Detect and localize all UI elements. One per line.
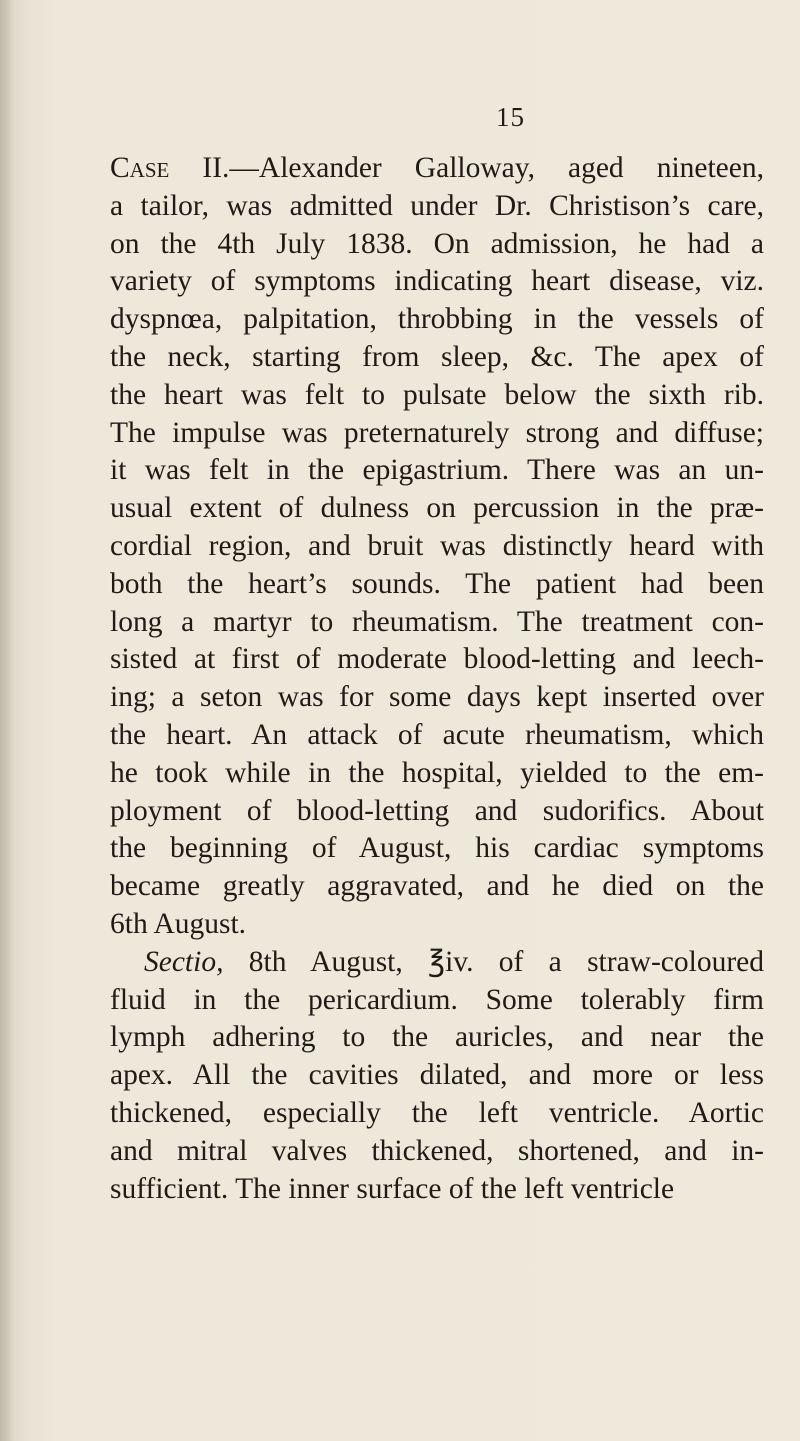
page-number: 15 xyxy=(496,102,525,132)
line-text: 8th August, ℥iv. of a straw-coloured xyxy=(223,945,764,978)
text-line: the heart. An attack of acute rheumatism, which xyxy=(110,718,764,751)
text-line: sufficient. The inner surface of the left ventricle xyxy=(110,1172,675,1205)
text-line: dyspnœa, palpitation, throbbing in the vessels of xyxy=(110,303,764,336)
case-heading: Case II. xyxy=(110,152,230,184)
text-line: became greatly aggravated, and he died on the xyxy=(110,870,764,903)
line-text: —Alexander Galloway, aged nineteen, xyxy=(229,152,764,184)
text-line: thickened, especially the left ventricle. Aortic xyxy=(110,1096,764,1129)
text-line: ployment of blood-letting and sudorifics. About xyxy=(110,794,764,827)
text-line: he took while in the hospital, yielded to the em- xyxy=(110,756,764,789)
body-text xyxy=(110,150,764,1208)
text-line: cordial region, and bruit was distinctly heard with xyxy=(110,529,764,562)
text-line: lymph adhering to the auricles, and near the xyxy=(110,1021,764,1054)
text-line: usual extent of dulness on percussion in the præ- xyxy=(110,492,764,525)
text-line: 6th August. xyxy=(110,907,247,940)
text-line: apex. All the cavities dilated, and more or less xyxy=(110,1059,764,1092)
text-line: and mitral valves thickened, shortened, and in- xyxy=(110,1134,764,1167)
text-line: on the 4th July 1838. On admission, he had a xyxy=(110,227,764,260)
text-line: long a martyr to rheumatism. The treatment con- xyxy=(110,605,764,638)
text-line xyxy=(110,944,764,982)
text-line: the beginning of August, his cardiac symptoms xyxy=(110,832,764,865)
text-line: the heart was felt to pulsate below the sixth rib. xyxy=(110,378,764,411)
text-line: variety of symptoms indicating heart disease, viz. xyxy=(110,265,764,298)
text-line: sisted at first of moderate blood-letting and leech- xyxy=(110,643,764,676)
text-line: the neck, starting from sleep, &c. The apex of xyxy=(110,340,764,373)
text-line: The impulse was preternaturely strong and diffuse; xyxy=(110,416,764,449)
text-line: it was felt in the epigastrium. There was an un- xyxy=(110,454,764,487)
sectio-heading: Sectio, xyxy=(144,945,224,978)
paragraph-sectio xyxy=(110,944,764,1209)
paragraph-case-history xyxy=(110,150,764,944)
text-line: both the heart’s sounds. The patient had been xyxy=(110,567,764,600)
text-line: ing; a seton was for some days kept inserted over xyxy=(110,681,764,714)
binding-shadow xyxy=(0,0,14,1441)
text-line: fluid in the pericardium. Some tolerably firm xyxy=(110,983,764,1016)
text-line xyxy=(110,150,764,188)
text-line: a tailor, was admitted under Dr. Christison’s care, xyxy=(110,189,764,222)
